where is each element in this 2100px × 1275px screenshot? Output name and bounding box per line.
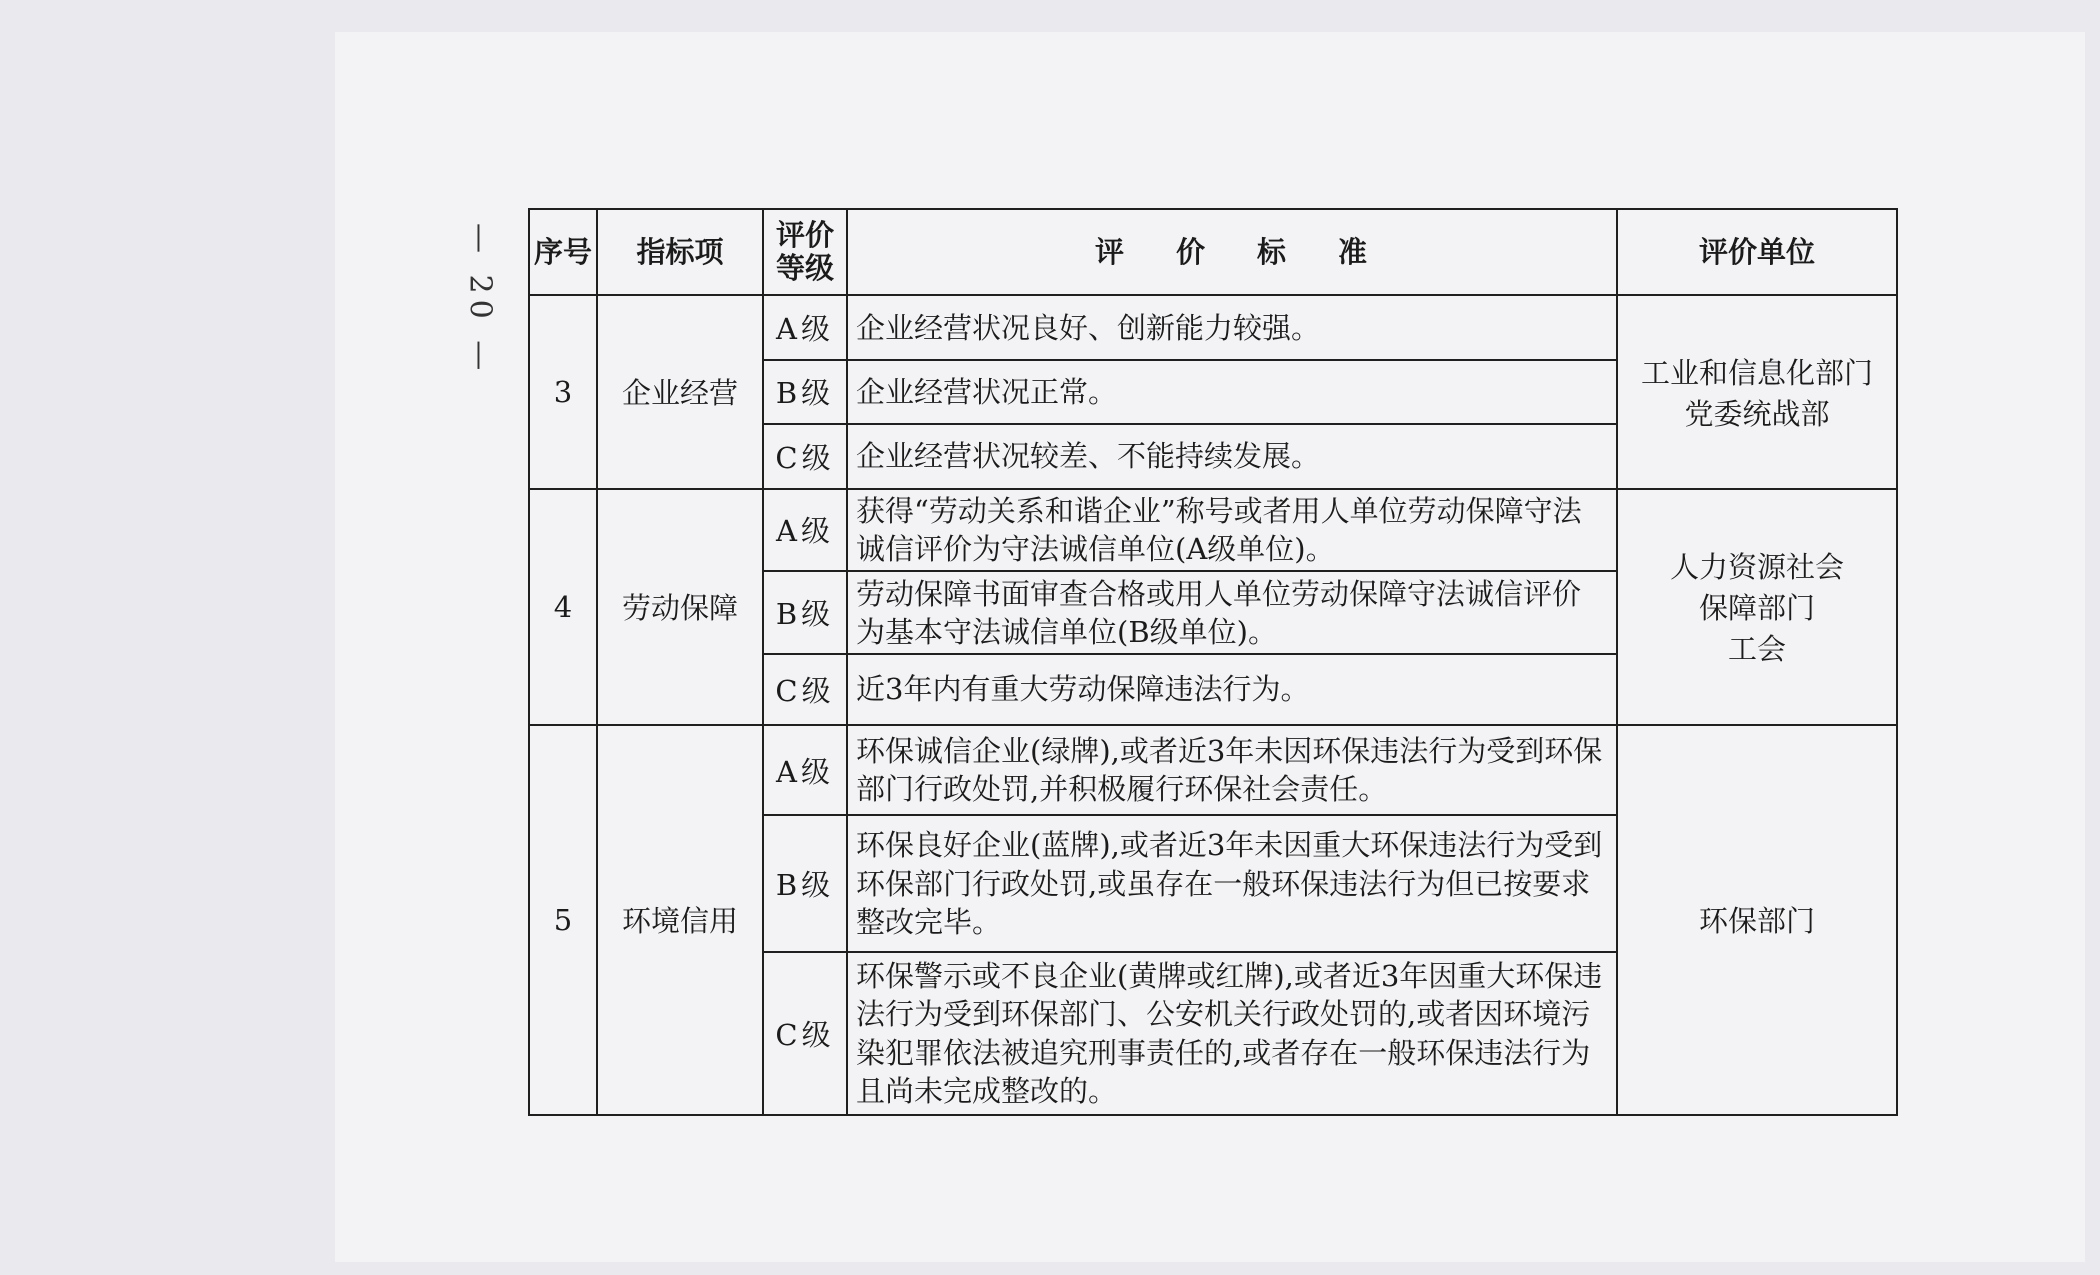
indicator-cell: 企业经营 — [597, 295, 763, 488]
evaluation-criteria-table — [528, 208, 1898, 1116]
grade-cell: A级 — [763, 489, 847, 572]
header-standard: 评价标准 — [847, 209, 1617, 295]
grade-cell: B级 — [763, 571, 847, 654]
standard-cell: 企业经营状况较差、不能持续发展。 — [847, 424, 1617, 488]
header-grade: 评价等级 — [763, 209, 847, 295]
standard-cell: 获得“劳动关系和谐企业”称号或者用人单位劳动保障守法诚信评价为守法诚信单位(A级单位)。 — [847, 489, 1617, 572]
standard-cell: 环保诚信企业(绿牌),或者近3年未因环保违法行为受到环保部门行政处罚,并积极履行环保社会责任。 — [847, 725, 1617, 815]
table-header-row — [529, 209, 1897, 295]
unit-cell — [1617, 725, 1897, 1115]
page-number: — 20 — — [462, 223, 498, 377]
grade-cell: C级 — [763, 654, 847, 724]
header-indicator: 指标项 — [597, 209, 763, 295]
grade-cell: C级 — [763, 952, 847, 1115]
evaluation-table-container — [528, 208, 1896, 1116]
header-seq: 序号 — [529, 209, 597, 295]
seq-cell: 4 — [529, 489, 597, 725]
indicator-cell: 劳动保障 — [597, 489, 763, 725]
header-unit: 评价单位 — [1617, 209, 1897, 295]
unit-cell — [1617, 489, 1897, 725]
indicator-cell: 环境信用 — [597, 725, 763, 1115]
grade-cell: A级 — [763, 725, 847, 815]
unit-line: 保障部门 — [1698, 591, 1815, 626]
table-row — [529, 489, 1897, 572]
grade-cell: B级 — [763, 815, 847, 952]
standard-cell: 企业经营状况正常。 — [847, 360, 1617, 424]
standard-cell: 企业经营状况良好、创新能力较强。 — [847, 295, 1617, 359]
unit-line: 工会 — [1727, 632, 1786, 667]
grade-cell: C级 — [763, 424, 847, 488]
unit-line: 工业和信息化部门 — [1640, 355, 1873, 390]
grade-cell: A级 — [763, 295, 847, 359]
table-row — [529, 725, 1897, 815]
standard-cell: 环保警示或不良企业(黄牌或红牌),或者近3年因重大环保违法行为受到环保部门、公安机关行政处罚的,或者因环境污染犯罪依法被追究刑事责任的,或者存在一般环保违法行为且尚未完成整改的。 — [847, 952, 1617, 1115]
seq-cell: 5 — [529, 725, 597, 1115]
table-row — [529, 295, 1897, 359]
standard-cell: 近3年内有重大劳动保障违法行为。 — [847, 654, 1617, 724]
standard-cell: 环保良好企业(蓝牌),或者近3年未因重大环保违法行为受到环保部门行政处罚,或虽存在一般环保违法行为但已按要求整改完毕。 — [847, 815, 1617, 952]
unit-line: 党委统战部 — [1684, 396, 1830, 431]
grade-cell: B级 — [763, 360, 847, 424]
standard-cell: 劳动保障书面审查合格或用人单位劳动保障守法诚信评价为基本守法诚信单位(B级单位)。 — [847, 571, 1617, 654]
unit-cell — [1617, 295, 1897, 488]
seq-cell: 3 — [529, 295, 597, 488]
unit-line: 人力资源社会 — [1669, 550, 1844, 585]
unit-line: 环保部门 — [1698, 904, 1815, 939]
